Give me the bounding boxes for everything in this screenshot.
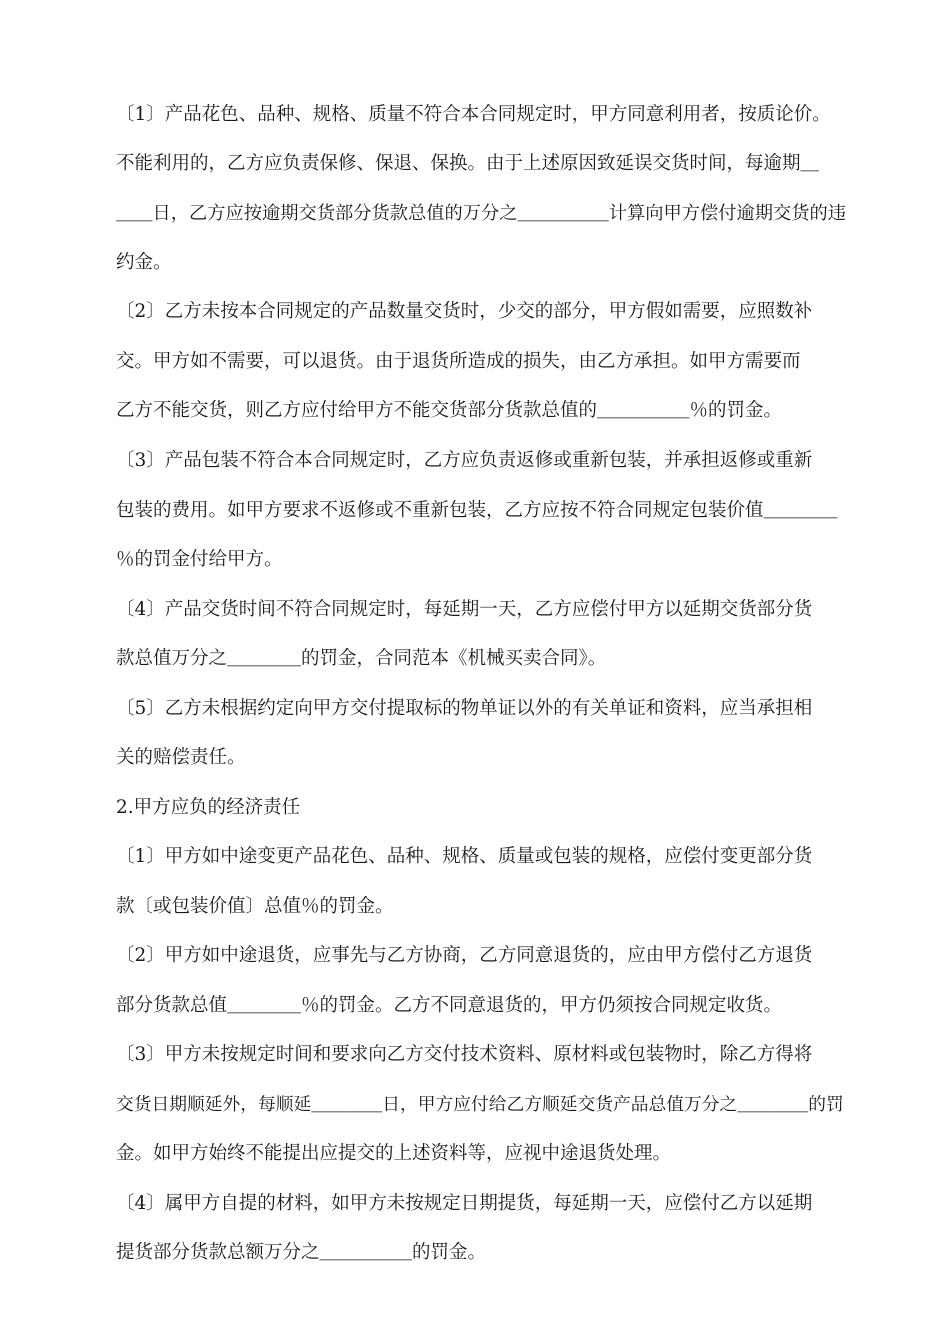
section-heading: 2.甲方应负的经济责任 bbox=[116, 797, 301, 818]
paragraph-line: 乙方不能交货，则乙方应付给甲方不能交货部分货款总值的＿＿＿＿＿％的罚金。 bbox=[116, 400, 783, 421]
paragraph-line: 〔2〕乙方未按本合同规定的产品数量交货时，少交的部分，甲方假如需要，应照数补 bbox=[116, 301, 813, 322]
paragraph-line: 约金。 bbox=[116, 252, 172, 273]
paragraph-line: 交货日期顺延外，每顺延＿＿＿＿日，甲方应付给乙方顺延交货产品总值万分之＿＿＿＿的罚 bbox=[116, 1095, 844, 1115]
paragraph-line: ％的罚金付给甲方。 bbox=[116, 549, 283, 570]
paragraph-line: 〔3〕产品包装不符合本合同规定时，乙方应负责返修或重新包装，并承担返修或重新 bbox=[116, 450, 813, 471]
paragraph-line: 部分货款总值＿＿＿＿％的罚金。乙方不同意退货的，甲方仍须按合同规定收货。 bbox=[116, 995, 783, 1016]
paragraph-line: 包装的费用。如甲方要求不返修或不重新包装，乙方应按不符合同规定包装价值＿＿＿＿ bbox=[116, 500, 838, 521]
paragraph-line: 〔1〕产品花色、品种、规格、质量不符合本合同规定时，甲方同意利用者，按质论价。 bbox=[116, 104, 831, 125]
paragraph-line: 〔3〕甲方未按规定时间和要求向乙方交付技术资料、原材料或包装物时，除乙方得将 bbox=[116, 1044, 813, 1065]
paragraph-line: 不能利用的，乙方应负责保修、保退、保换。由于上述原因致延误交货时间，每逾期＿ bbox=[116, 153, 820, 174]
paragraph-line: 款〔或包装价值〕总值％的罚金。 bbox=[116, 896, 394, 917]
paragraph-line: 〔5〕乙方未根据约定向甲方交付提取标的物单证以外的有关单证和资料，应当承担相 bbox=[116, 698, 813, 719]
paragraph-line: 〔4〕产品交货时间不符合同规定时，每延期一天，乙方应偿付甲方以延期交货部分货 bbox=[116, 599, 813, 620]
paragraph-line: 金。如甲方始终不能提出应提交的上述资料等，应视中途退货处理。 bbox=[116, 1143, 672, 1164]
paragraph-line: 〔1〕甲方如中途变更产品花色、品种、规格、质量或包装的规格，应偿付变更部分货 bbox=[116, 846, 813, 867]
paragraph-line: 交。甲方如不需要，可以退货。由于退货所造成的损失，由乙方承担。如甲方需要而 bbox=[116, 351, 801, 372]
paragraph-line: 〔2〕甲方如中途退货，应事先与乙方协商，乙方同意退货的，应由甲方偿付乙方退货 bbox=[116, 945, 813, 966]
document-page bbox=[116, 0, 850, 1344]
paragraph-line: 〔4〕属甲方自提的材料，如甲方未按规定日期提货，每延期一天，应偿付乙方以延期 bbox=[116, 1193, 813, 1214]
paragraph-line: 提货部分货款总额万分之＿＿＿＿＿的罚金。 bbox=[116, 1242, 487, 1263]
paragraph-line: 关的赔偿责任。 bbox=[116, 747, 246, 768]
paragraph-line: ＿＿日，乙方应按逾期交货部分货款总值的万分之＿＿＿＿＿计算向甲方偿付逾期交货的违 bbox=[116, 203, 846, 224]
paragraph-line: 款总值万分之＿＿＿＿的罚金，合同范本《机械买卖合同》。 bbox=[116, 648, 607, 669]
